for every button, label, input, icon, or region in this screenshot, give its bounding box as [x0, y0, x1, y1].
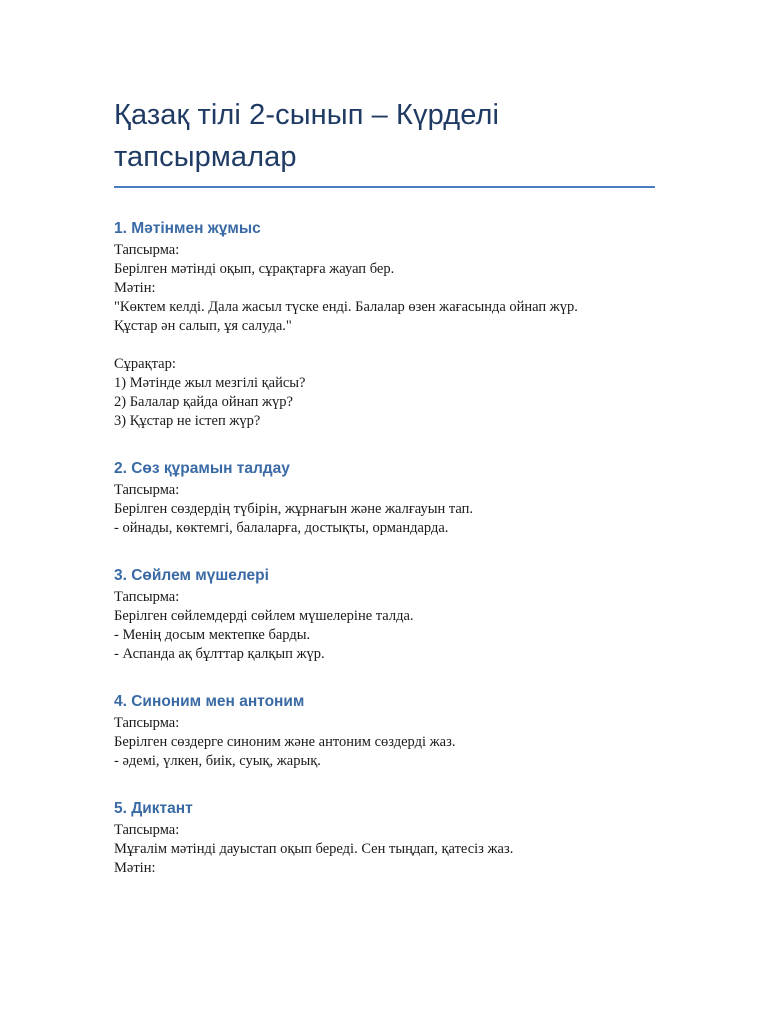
list-item: - әдемі, үлкен, биік, суық, жарық.: [114, 753, 321, 769]
document-title-line-2: тапсырмалар: [114, 141, 297, 173]
list-item: - Менің досым мектепке барды.: [114, 627, 311, 643]
document-title-line-1: Қазақ тілі 2-сынып – Күрделі: [114, 99, 500, 131]
document-body: [114, 94, 655, 878]
section-heading: 5. Диктант: [114, 800, 193, 817]
task-label: Тапсырма:: [114, 822, 180, 838]
task-instruction: Берілген сөздерге синоним және антоним сөздерді жаз.: [114, 734, 456, 750]
task-label: Тапсырма:: [114, 242, 180, 258]
reading-text-line: "Көктем келді. Дала жасыл түске енді. Балалар өзен жағасында ойнап жүр.: [114, 299, 578, 315]
task-label: Тапсырма:: [114, 482, 180, 498]
title-underline-divider: [114, 186, 655, 188]
document-title: [114, 94, 655, 178]
questions-label: Сұрақтар:: [114, 356, 176, 372]
question-item: 3) Құстар не істеп жүр?: [114, 413, 261, 429]
section-heading: 3. Сөйлем мүшелері: [114, 567, 269, 584]
text-label: Мәтін:: [114, 280, 156, 296]
task-instruction: Берілген сөйлемдерді сөйлем мүшелеріне талда.: [114, 608, 414, 624]
task-label: Тапсырма:: [114, 589, 180, 605]
task-instruction: Берілген мәтінді оқып, сұрақтарға жауап бер.: [114, 261, 395, 277]
section-dictation: [114, 799, 655, 878]
section-heading: 1. Мәтінмен жұмыс: [114, 220, 261, 237]
section-text-work: [114, 219, 655, 431]
reading-text-line: Құстар ән салып, ұя салуда.": [114, 318, 292, 334]
question-item: 2) Балалар қайда ойнап жүр?: [114, 394, 293, 410]
task-instruction: Берілген сөздердің түбірін, жұрнағын және жалғауын тап.: [114, 501, 473, 517]
section-synonym-antonym: [114, 692, 655, 771]
task-label: Тапсырма:: [114, 715, 180, 731]
section-word-structure: [114, 459, 655, 538]
text-label: Мәтін:: [114, 860, 156, 876]
section-sentence-members: [114, 566, 655, 664]
blank-line: [114, 336, 655, 355]
list-item: - Аспанда ақ бұлттар қалқып жүр.: [114, 646, 325, 662]
section-heading: 4. Синоним мен антоним: [114, 693, 305, 710]
section-heading: 2. Сөз құрамын талдау: [114, 460, 290, 477]
task-instruction: Мұғалім мәтінді дауыстап оқып береді. Сен тыңдап, қатесіз жаз.: [114, 841, 514, 857]
list-item: - ойнады, көктемгі, балаларға, достықты, ормандарда.: [114, 520, 449, 536]
question-item: 1) Мәтінде жыл мезгілі қайсы?: [114, 375, 306, 391]
